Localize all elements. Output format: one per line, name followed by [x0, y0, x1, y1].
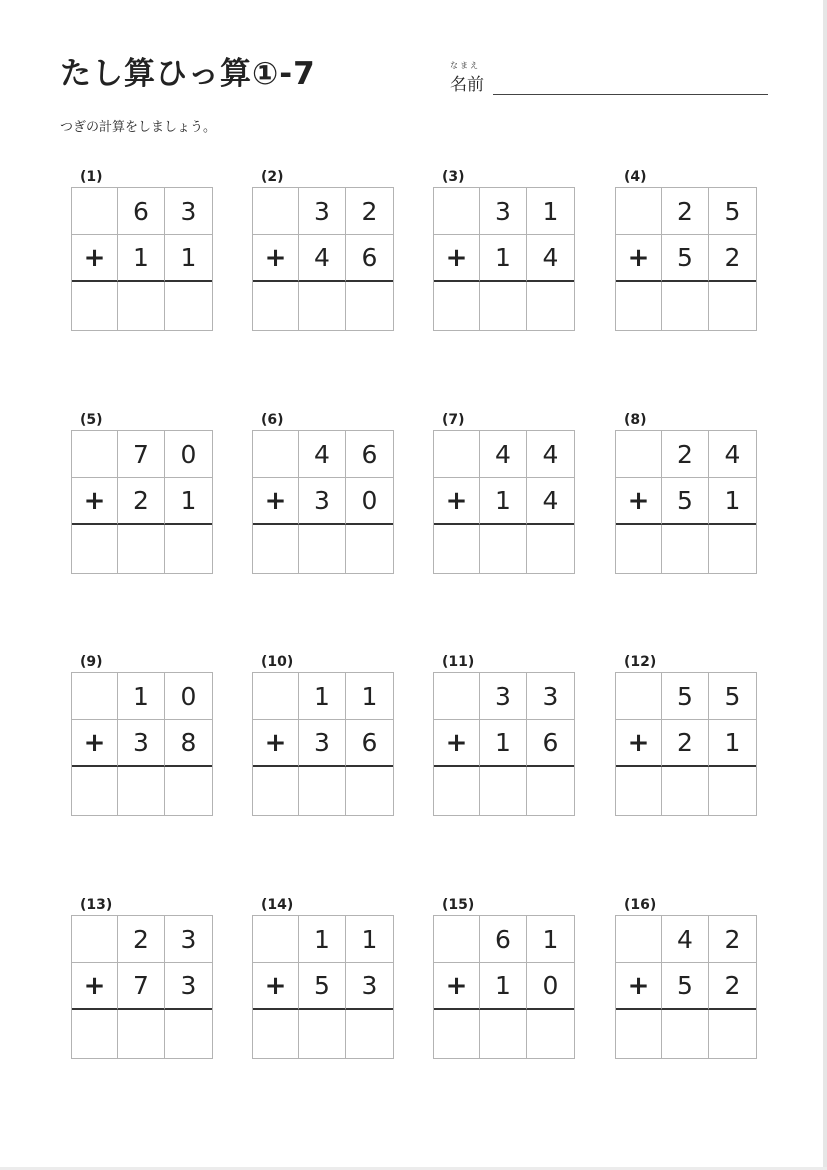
calculation-grid: [615, 672, 757, 816]
answer-cell[interactable]: [662, 767, 709, 815]
digit-cell: 0: [527, 963, 574, 1010]
digit-cell: 1: [299, 916, 346, 963]
calculation-grid: [615, 915, 757, 1059]
answer-cell[interactable]: [527, 1010, 574, 1058]
answer-cell[interactable]: [253, 525, 299, 573]
digit-cell: 4: [299, 431, 346, 478]
problem-number: (10): [261, 654, 294, 670]
answer-cell[interactable]: [480, 1010, 527, 1058]
plus-sign: +: [434, 235, 480, 282]
digit-cell: 4: [709, 431, 756, 478]
empty-cell: [72, 916, 118, 963]
answer-cell[interactable]: [616, 525, 662, 573]
answer-cell[interactable]: [709, 767, 756, 815]
name-label: 名前: [450, 75, 484, 95]
answer-cell[interactable]: [72, 1010, 118, 1058]
page-edge: [823, 0, 827, 1170]
answer-cell[interactable]: [118, 767, 165, 815]
empty-cell: [72, 673, 118, 720]
empty-cell: [616, 188, 662, 235]
answer-cell[interactable]: [118, 1010, 165, 1058]
digit-cell: 5: [662, 235, 709, 282]
plus-sign: +: [616, 235, 662, 282]
answer-cell[interactable]: [480, 525, 527, 573]
calculation-grid: [433, 187, 575, 331]
digit-cell: 6: [346, 431, 393, 478]
plus-sign: +: [616, 963, 662, 1010]
answer-cell[interactable]: [662, 525, 709, 573]
empty-cell: [72, 188, 118, 235]
answer-cell[interactable]: [253, 282, 299, 330]
digit-cell: 3: [299, 478, 346, 525]
answer-cell[interactable]: [480, 767, 527, 815]
digit-cell: 2: [662, 188, 709, 235]
digit-cell: 3: [527, 673, 574, 720]
digit-cell: 1: [299, 673, 346, 720]
empty-cell: [616, 673, 662, 720]
empty-cell: [72, 431, 118, 478]
problem-number: (5): [80, 412, 103, 428]
plus-sign: +: [253, 963, 299, 1010]
plus-sign: +: [72, 478, 118, 525]
plus-sign: +: [72, 235, 118, 282]
instruction-text: つぎの計算をしましょう。: [60, 120, 217, 135]
digit-cell: 2: [709, 963, 756, 1010]
problem-number: (9): [80, 654, 103, 670]
digit-cell: 5: [662, 673, 709, 720]
answer-cell[interactable]: [616, 1010, 662, 1058]
empty-cell: [434, 673, 480, 720]
plus-sign: +: [434, 478, 480, 525]
digit-cell: 7: [118, 431, 165, 478]
digit-cell: 6: [527, 720, 574, 767]
plus-sign: +: [616, 720, 662, 767]
calculation-grid: [71, 672, 213, 816]
answer-cell[interactable]: [118, 525, 165, 573]
problem-number: (11): [442, 654, 475, 670]
empty-cell: [253, 431, 299, 478]
digit-cell: 1: [165, 235, 212, 282]
plus-sign: +: [72, 963, 118, 1010]
answer-cell[interactable]: [527, 767, 574, 815]
calculation-grid: [433, 915, 575, 1059]
digit-cell: 1: [480, 478, 527, 525]
digit-cell: 3: [480, 188, 527, 235]
digit-cell: 5: [299, 963, 346, 1010]
problem-number: (12): [624, 654, 657, 670]
digit-cell: 3: [299, 720, 346, 767]
digit-cell: 1: [480, 720, 527, 767]
calculation-grid: [252, 187, 394, 331]
digit-cell: 2: [118, 478, 165, 525]
answer-cell[interactable]: [165, 282, 212, 330]
name-ruby: なまえ: [450, 61, 480, 70]
digit-cell: 0: [346, 478, 393, 525]
digit-cell: 1: [480, 235, 527, 282]
digit-cell: 2: [662, 720, 709, 767]
digit-cell: 4: [527, 235, 574, 282]
answer-cell[interactable]: [434, 1010, 480, 1058]
answer-cell[interactable]: [662, 1010, 709, 1058]
plus-sign: +: [616, 478, 662, 525]
plus-sign: +: [434, 720, 480, 767]
problem-number: (6): [261, 412, 284, 428]
calculation-grid: [252, 430, 394, 574]
calculation-grid: [71, 430, 213, 574]
answer-cell[interactable]: [299, 1010, 346, 1058]
answer-cell[interactable]: [299, 282, 346, 330]
calculation-grid: [433, 672, 575, 816]
calculation-grid: [252, 672, 394, 816]
digit-cell: 7: [118, 963, 165, 1010]
problem-number: (2): [261, 169, 284, 185]
problem-number: (14): [261, 897, 294, 913]
problem-number: (1): [80, 169, 103, 185]
answer-cell[interactable]: [434, 767, 480, 815]
name-write-line[interactable]: [493, 94, 768, 95]
empty-cell: [434, 431, 480, 478]
digit-cell: 1: [527, 916, 574, 963]
digit-cell: 2: [709, 916, 756, 963]
digit-cell: 5: [662, 963, 709, 1010]
worksheet-title: たし算ひっ算①-7: [60, 56, 316, 92]
empty-cell: [253, 188, 299, 235]
answer-cell[interactable]: [72, 282, 118, 330]
digit-cell: 1: [346, 916, 393, 963]
digit-cell: 1: [118, 235, 165, 282]
digit-cell: 0: [165, 673, 212, 720]
answer-cell[interactable]: [165, 767, 212, 815]
digit-cell: 3: [118, 720, 165, 767]
digit-cell: 4: [527, 478, 574, 525]
answer-cell[interactable]: [434, 282, 480, 330]
digit-cell: 5: [709, 673, 756, 720]
digit-cell: 1: [480, 963, 527, 1010]
digit-cell: 5: [662, 478, 709, 525]
empty-cell: [616, 431, 662, 478]
digit-cell: 2: [709, 235, 756, 282]
digit-cell: 4: [480, 431, 527, 478]
digit-cell: 4: [662, 916, 709, 963]
calculation-grid: [433, 430, 575, 574]
digit-cell: 3: [346, 963, 393, 1010]
answer-cell[interactable]: [346, 282, 393, 330]
problem-number: (16): [624, 897, 657, 913]
digit-cell: 3: [165, 963, 212, 1010]
answer-cell[interactable]: [709, 1010, 756, 1058]
calculation-grid: [615, 187, 757, 331]
answer-cell[interactable]: [72, 767, 118, 815]
digit-cell: 2: [118, 916, 165, 963]
answer-cell[interactable]: [616, 282, 662, 330]
digit-cell: 3: [165, 916, 212, 963]
problem-number: (4): [624, 169, 647, 185]
problem-number: (8): [624, 412, 647, 428]
digit-cell: 1: [346, 673, 393, 720]
digit-cell: 1: [709, 720, 756, 767]
digit-cell: 6: [118, 188, 165, 235]
problem-number: (3): [442, 169, 465, 185]
digit-cell: 1: [118, 673, 165, 720]
answer-cell[interactable]: [299, 525, 346, 573]
answer-cell[interactable]: [165, 525, 212, 573]
digit-cell: 5: [709, 188, 756, 235]
calculation-grid: [252, 915, 394, 1059]
digit-cell: 3: [299, 188, 346, 235]
digit-cell: 3: [480, 673, 527, 720]
digit-cell: 8: [165, 720, 212, 767]
problem-number: (15): [442, 897, 475, 913]
calculation-grid: [71, 915, 213, 1059]
digit-cell: 1: [709, 478, 756, 525]
digit-cell: 0: [165, 431, 212, 478]
empty-cell: [616, 916, 662, 963]
digit-cell: 6: [480, 916, 527, 963]
problem-number: (7): [442, 412, 465, 428]
empty-cell: [253, 916, 299, 963]
answer-cell[interactable]: [434, 525, 480, 573]
answer-cell[interactable]: [709, 525, 756, 573]
plus-sign: +: [253, 720, 299, 767]
answer-cell[interactable]: [527, 525, 574, 573]
answer-cell[interactable]: [253, 767, 299, 815]
answer-cell[interactable]: [253, 1010, 299, 1058]
empty-cell: [253, 673, 299, 720]
digit-cell: 1: [527, 188, 574, 235]
answer-cell[interactable]: [299, 767, 346, 815]
answer-cell[interactable]: [346, 525, 393, 573]
plus-sign: +: [253, 478, 299, 525]
empty-cell: [434, 916, 480, 963]
answer-cell[interactable]: [527, 282, 574, 330]
digit-cell: 1: [165, 478, 212, 525]
answer-cell[interactable]: [709, 282, 756, 330]
answer-cell[interactable]: [346, 1010, 393, 1058]
answer-cell[interactable]: [616, 767, 662, 815]
answer-cell[interactable]: [662, 282, 709, 330]
calculation-grid: [615, 430, 757, 574]
digit-cell: 4: [299, 235, 346, 282]
calculation-grid: [71, 187, 213, 331]
digit-cell: 6: [346, 235, 393, 282]
answer-cell[interactable]: [118, 282, 165, 330]
digit-cell: 3: [165, 188, 212, 235]
digit-cell: 2: [662, 431, 709, 478]
answer-cell[interactable]: [72, 525, 118, 573]
plus-sign: +: [72, 720, 118, 767]
answer-cell[interactable]: [165, 1010, 212, 1058]
problem-number: (13): [80, 897, 113, 913]
digit-cell: 4: [527, 431, 574, 478]
empty-cell: [434, 188, 480, 235]
digit-cell: 2: [346, 188, 393, 235]
digit-cell: 6: [346, 720, 393, 767]
answer-cell[interactable]: [346, 767, 393, 815]
plus-sign: +: [434, 963, 480, 1010]
plus-sign: +: [253, 235, 299, 282]
answer-cell[interactable]: [480, 282, 527, 330]
